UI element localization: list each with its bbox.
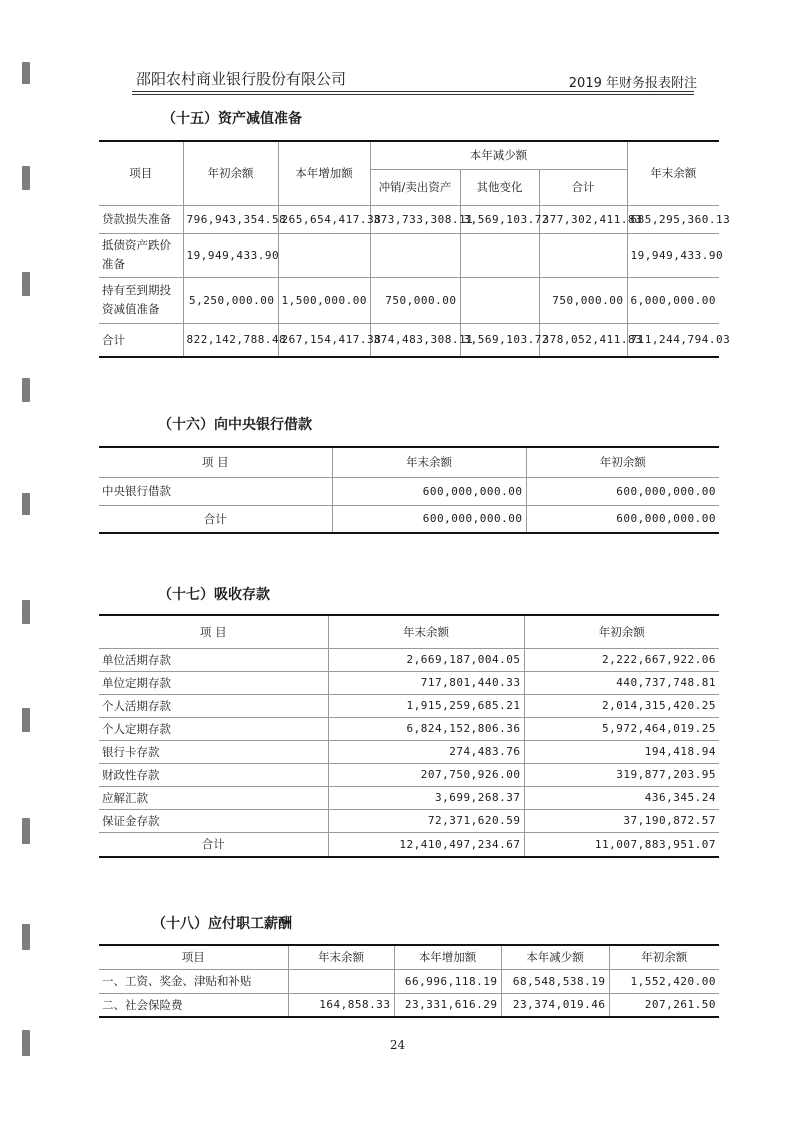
row-label: 贷款损失准备 <box>99 205 183 233</box>
section-title-17: （十七）吸收存款 <box>158 587 270 603</box>
binder-mark <box>22 924 30 950</box>
binder-mark <box>22 600 30 624</box>
row-label: 合计 <box>99 323 183 357</box>
cell-value: 600,000,000.00 <box>526 477 719 505</box>
col-header-closing: 年末余额 <box>332 447 526 477</box>
employee-payroll-table <box>99 944 719 1018</box>
table-row <box>99 809 719 832</box>
cell-value: 600,000,000.00 <box>332 505 526 533</box>
col-header-opening: 年初余额 <box>526 447 719 477</box>
cell-value: 1,915,259,685.21 <box>328 694 524 717</box>
row-label: 个人定期存款 <box>99 717 328 740</box>
row-label: 单位定期存款 <box>99 671 328 694</box>
binder-mark <box>22 493 30 515</box>
cell-value: 796,943,354.58 <box>183 205 278 233</box>
section-title-18: （十八）应付职工薪酬 <box>152 916 292 932</box>
cell-value: 373,733,308.11 <box>370 205 460 233</box>
cell-value: 822,142,788.48 <box>183 323 278 357</box>
cell-value <box>460 233 539 277</box>
company-name: 邵阳农村商业银行股份有限公司 <box>136 70 347 88</box>
cell-value: 2,222,667,922.06 <box>524 648 719 671</box>
table-row <box>99 969 719 993</box>
cell-value: 2,014,315,420.25 <box>524 694 719 717</box>
cell-value <box>278 233 370 277</box>
cell-value: 164,858.33 <box>288 993 394 1017</box>
row-label: 持有至到期投资减值准备 <box>99 277 183 323</box>
cell-value: 19,949,433.90 <box>183 233 278 277</box>
row-label: 合计 <box>99 505 332 533</box>
col-header-increase: 本年增加额 <box>394 945 501 969</box>
cell-value: 207,750,926.00 <box>328 763 524 786</box>
section-title-15: （十五）资产减值准备 <box>162 111 302 127</box>
central-bank-borrowing-table <box>99 446 719 534</box>
table-row <box>99 786 719 809</box>
cell-value: 23,331,616.29 <box>394 993 501 1017</box>
row-label: 合计 <box>99 832 328 857</box>
cell-value: 66,996,118.19 <box>394 969 501 993</box>
cell-value: 685,295,360.13 <box>627 205 719 233</box>
table-row <box>99 233 719 277</box>
page-number: 24 <box>389 1038 406 1052</box>
cell-value: 3,699,268.37 <box>328 786 524 809</box>
cell-value: 3,569,103.72 <box>460 205 539 233</box>
cell-value <box>288 969 394 993</box>
cell-value: 717,801,440.33 <box>328 671 524 694</box>
cell-value: 436,345.24 <box>524 786 719 809</box>
cell-value: 3,569,103.72 <box>460 323 539 357</box>
binder-mark <box>22 818 30 844</box>
binder-mark <box>22 378 30 402</box>
col-header-other: 其他变化 <box>460 169 539 205</box>
table-row-total <box>99 832 719 857</box>
cell-value: 750,000.00 <box>539 277 627 323</box>
cell-value: 5,972,464,019.25 <box>524 717 719 740</box>
table-row <box>99 671 719 694</box>
table-row <box>99 648 719 671</box>
cell-value: 1,552,420.00 <box>609 969 719 993</box>
cell-value: 23,374,019.46 <box>501 993 609 1017</box>
table-row-total <box>99 323 719 357</box>
deposits-table <box>99 614 719 858</box>
report-title: 2019 年财务报表附注 <box>568 76 697 91</box>
col-header-decrease: 本年减少额 <box>370 141 627 169</box>
header-rule <box>132 94 694 95</box>
table-row <box>99 717 719 740</box>
cell-value: 72,371,620.59 <box>328 809 524 832</box>
cell-value: 265,654,417.38 <box>278 205 370 233</box>
cell-value <box>539 233 627 277</box>
cell-value: 2,669,187,004.05 <box>328 648 524 671</box>
row-label: 银行卡存款 <box>99 740 328 763</box>
impairment-table <box>99 140 731 358</box>
cell-value: 274,483.76 <box>328 740 524 763</box>
col-header-item: 项 目 <box>99 447 332 477</box>
table-row <box>99 694 719 717</box>
cell-value: 267,154,417.38 <box>278 323 370 357</box>
table-row <box>99 205 719 233</box>
table-row-total <box>99 505 719 533</box>
binder-mark <box>22 708 30 732</box>
cell-value: 600,000,000.00 <box>526 505 719 533</box>
table-row <box>99 763 719 786</box>
col-header-closing: 年末余额 <box>328 615 524 648</box>
col-header-subtotal: 合计 <box>539 169 627 205</box>
col-header-writeoff: 冲销/卖出资产 <box>370 169 460 205</box>
row-label: 财政性存款 <box>99 763 328 786</box>
row-label: 单位活期存款 <box>99 648 328 671</box>
col-header-item: 项 目 <box>99 615 328 648</box>
row-label: 应解汇款 <box>99 786 328 809</box>
cell-value: 12,410,497,234.67 <box>328 832 524 857</box>
col-header-closing: 年末余额 <box>627 141 719 205</box>
cell-value: 377,302,411.83 <box>539 205 627 233</box>
cell-value: 6,000,000.00 <box>627 277 719 323</box>
cell-value: 68,548,538.19 <box>501 969 609 993</box>
header-rule <box>132 91 694 92</box>
binder-mark <box>22 272 30 296</box>
cell-value: 6,824,152,806.36 <box>328 717 524 740</box>
table-row <box>99 277 719 323</box>
row-label: 中央银行借款 <box>99 477 332 505</box>
cell-value: 374,483,308.11 <box>370 323 460 357</box>
cell-value: 319,877,203.95 <box>524 763 719 786</box>
cell-value: 600,000,000.00 <box>332 477 526 505</box>
row-label: 抵债资产跌价准备 <box>99 233 183 277</box>
binder-mark <box>22 62 30 84</box>
col-header-closing: 年末余额 <box>288 945 394 969</box>
row-label: 保证金存款 <box>99 809 328 832</box>
row-label: 个人活期存款 <box>99 694 328 717</box>
cell-value: 5,250,000.00 <box>183 277 278 323</box>
col-header-increase: 本年增加额 <box>278 141 370 205</box>
cell-value <box>460 277 539 323</box>
cell-value: 194,418.94 <box>524 740 719 763</box>
cell-value: 440,737,748.81 <box>524 671 719 694</box>
row-label: 二、社会保险费 <box>99 993 288 1017</box>
cell-value: 207,261.50 <box>609 993 719 1017</box>
cell-value: 19,949,433.90 <box>627 233 719 277</box>
table-row <box>99 993 719 1017</box>
col-header-item: 项目 <box>99 141 183 205</box>
cell-value: 11,007,883,951.07 <box>524 832 719 857</box>
cell-value: 378,052,411.83 <box>539 323 627 357</box>
cell-value <box>370 233 460 277</box>
col-header-item: 项目 <box>99 945 288 969</box>
binder-mark <box>22 166 30 190</box>
col-header-opening: 年初余额 <box>183 141 278 205</box>
cell-value: 750,000.00 <box>370 277 460 323</box>
cell-value: 711,244,794.03 <box>627 323 719 357</box>
col-header-decrease: 本年减少额 <box>501 945 609 969</box>
section-title-16: （十六）向中央银行借款 <box>158 417 312 433</box>
cell-value: 37,190,872.57 <box>524 809 719 832</box>
table-row <box>99 740 719 763</box>
col-header-opening: 年初余额 <box>524 615 719 648</box>
table-row <box>99 477 719 505</box>
row-label: 一、工资、奖金、津贴和补贴 <box>99 969 288 993</box>
cell-value: 1,500,000.00 <box>278 277 370 323</box>
col-header-opening: 年初余额 <box>609 945 719 969</box>
